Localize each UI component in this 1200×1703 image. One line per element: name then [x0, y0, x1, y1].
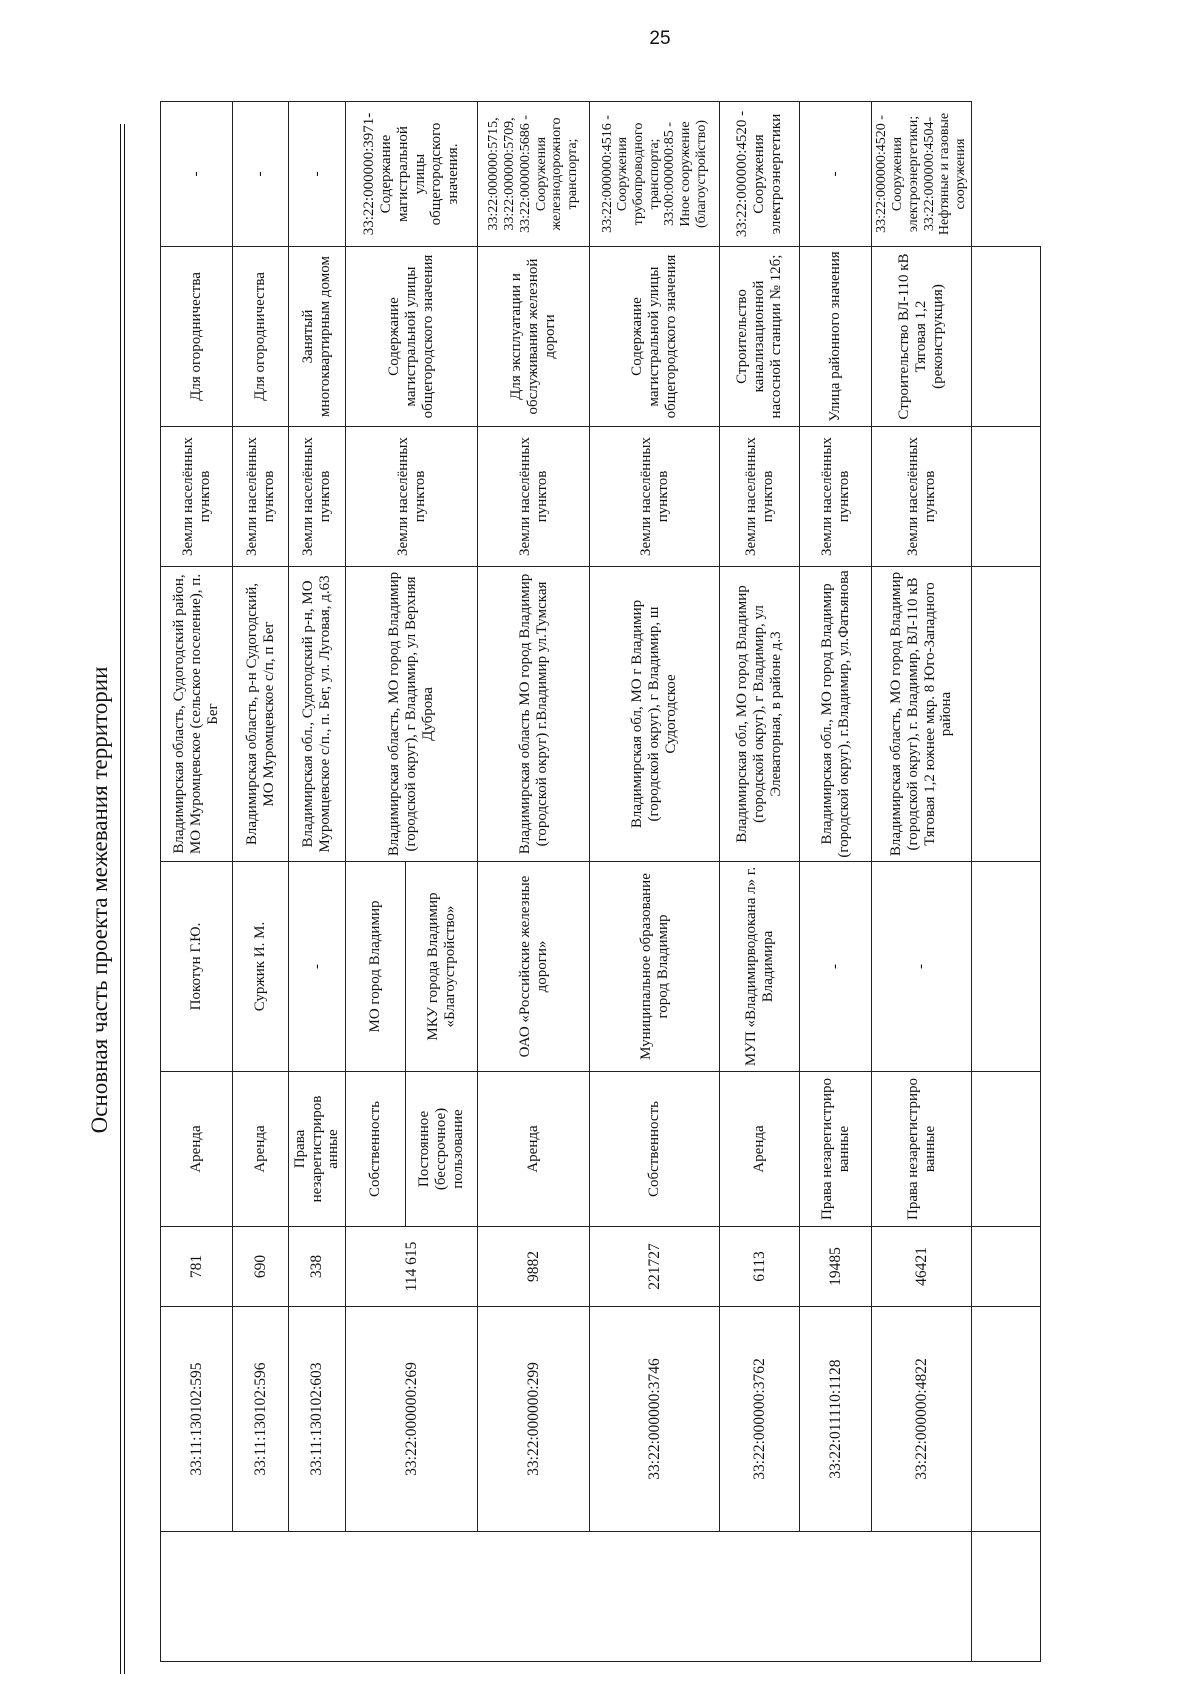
holder-cell: Покотун Г.Ю. [161, 862, 233, 1072]
land-category-cell: Земли населённых пунктов [872, 427, 972, 567]
holder-cell: МУП «Владимирводокана л» г. Владимира [720, 862, 800, 1072]
land-category-cell: Земли населённых пунктов [346, 427, 478, 567]
empty-cell [972, 862, 1041, 1072]
empty-cell [972, 427, 1041, 567]
holder-cell: Муниципальное образование город Владимир [590, 862, 720, 1072]
holder-cell: - [872, 862, 972, 1072]
table-row [478, 102, 590, 1662]
cadastral-cell: 33:11:130102:603 [289, 1307, 346, 1532]
holder-cell: МО город Владимир [346, 862, 406, 1072]
empty-cell [972, 1227, 1041, 1307]
right-type-cell: Права незарегистриро ванные [872, 1072, 972, 1227]
structures-cell: 33:22:000000:4516 - Сооружения трубопроводного транспорта; 33:00:000000:85 - Иное сооружение (благоустройство) [590, 102, 720, 247]
page-title: Основная часть проекта межевания территории [87, 666, 112, 1134]
address-cell: Владимирская область МО город Владимир (городской округ) г.Владимир ул.Тумская [478, 567, 590, 862]
address-cell: Владимирская область, р-н Судогодский, МО Муромцевское с/п, п Бег [233, 567, 289, 862]
area-cell: 221727 [590, 1227, 720, 1307]
empty-cell [972, 1532, 1041, 1662]
cadastral-cell: 33:22:000000:4822 [872, 1307, 972, 1532]
right-type-cell: Аренда [720, 1072, 800, 1227]
cadastral-cell: 33:22:000000:3762 [720, 1307, 800, 1532]
address-cell: Владимирская обл., Судогодский р-н, МО Муромцевское с/п., п. Бег, ул. Луговая, д.63 [289, 567, 346, 862]
table-row [720, 102, 800, 1662]
right-type-cell: Собственность [346, 1072, 406, 1227]
structures-cell: 33:22:000000:3971- Содержание магистральной улицы общегородского значения. [346, 102, 478, 247]
structures-cell: - [233, 102, 289, 247]
right-type-cell: Постоянное (бессрочное) пользование [406, 1072, 478, 1227]
cadastral-cell: 33:11:130102:596 [233, 1307, 289, 1532]
permitted-use-cell: Для эксплуатации и обслуживания железной дороги [478, 247, 590, 427]
table-row [346, 102, 406, 1662]
cadastral-cell: 33:22:011110:1128 [800, 1307, 872, 1532]
parcels-table [160, 101, 1041, 1662]
area-cell: 19485 [800, 1227, 872, 1307]
table-row [233, 102, 289, 1662]
holder-cell: Суржик И. М. [233, 862, 289, 1072]
area-cell: 9882 [478, 1227, 590, 1307]
right-type-cell: Аренда [161, 1072, 233, 1227]
address-cell: Владимирская обл, МО город Владимир (городской округ), г Владимир, ул Элеваторная, в районе д.3 [720, 567, 800, 862]
address-cell: Владимирская область, Судогодский район, МО Муромцевское (сельское поселение), п. Бег [161, 567, 233, 862]
right-type-cell: Собственность [590, 1072, 720, 1227]
holder-cell: ОАО «Российские железные дороги» [478, 862, 590, 1072]
permitted-use-cell: Занятый многоквартирным домом [289, 247, 346, 427]
right-type-cell: Права незарегистриро ванные [800, 1072, 872, 1227]
land-category-cell: Земли населённых пунктов [590, 427, 720, 567]
right-type-cell: Права незарегистриров анные [289, 1072, 346, 1227]
structures-cell: - [161, 102, 233, 247]
land-category-cell: Земли населённых пунктов [720, 427, 800, 567]
permitted-use-cell: Для огородничества [161, 247, 233, 427]
page-number: 25 [649, 28, 671, 49]
permitted-use-cell: Улица районного значения [800, 247, 872, 427]
structures-cell: 33:22:000000:5715, 33:22:000000:5709, 33:22:000000:5686 - Сооружения железнодорожного транспорта; [478, 102, 590, 247]
cadastral-cell: 33:11:130102:595 [161, 1307, 233, 1532]
permitted-use-cell: Содержание магистральной улицы общегородского значения [346, 247, 478, 427]
table-row [872, 102, 972, 1662]
area-cell: 338 [289, 1227, 346, 1307]
address-cell: Владимирская область, МО город Владимир (городской округ), г. Владимир, ВЛ-110 кВ Тяговая 1,2 южнее мкр. 8 Юго-Западного района [872, 567, 972, 862]
permitted-use-cell: Содержание магистральной улицы общегородского значения [590, 247, 720, 427]
area-cell: 781 [161, 1227, 233, 1307]
table-row [972, 102, 1041, 1662]
right-type-cell: Аренда [233, 1072, 289, 1227]
land-category-cell: Земли населённых пунктов [289, 427, 346, 567]
address-cell: Владимирская обл., МО город Владимир (городской округ), г.Владимир, ул.Фатьянова [800, 567, 872, 862]
empty-cell [972, 1072, 1041, 1227]
cadastral-cell: 33:22:000000:299 [478, 1307, 590, 1532]
holder-cell: МКУ города Владимир «Благоустройство» [406, 862, 478, 1072]
holder-cell: - [800, 862, 872, 1072]
empty-cell [972, 567, 1041, 862]
area-cell: 690 [233, 1227, 289, 1307]
double-rule [120, 124, 125, 1674]
area-cell: 46421 [872, 1227, 972, 1307]
land-category-cell: Земли населённых пунктов [800, 427, 872, 567]
table-row [800, 102, 872, 1662]
cadastral-cell: 33:22:000000:269 [346, 1307, 478, 1532]
address-cell: Владимирская обл, МО г Владимир (городской округ), г Владимир, ш Судогодское [590, 567, 720, 862]
table-row [161, 102, 233, 1662]
holder-cell: - [289, 862, 346, 1072]
structures-cell: 33:22:000000:4520 - Сооружения электроэнергетики [720, 102, 800, 247]
table-row [590, 102, 720, 1662]
structures-cell: 33:22:000000:4520 - Сооружения электроэнергетики; 33:22:000000:4504- Нефтяные и газовые сооружения [872, 102, 972, 247]
structures-cell: - [800, 102, 872, 247]
address-cell: Владимирская область, МО город Владимир (городской округ), г Владимир, ул Верхняя Дуброва [346, 567, 478, 862]
land-category-cell: Земли населённых пунктов [478, 427, 590, 567]
area-cell: 114 615 [346, 1227, 478, 1307]
permitted-use-cell: Строительство ВЛ-110 кВ Тяговая 1,2 (реконструкция) [872, 247, 972, 427]
permitted-use-cell: Для огородничества [233, 247, 289, 427]
table-row [289, 102, 346, 1662]
parcels-table-container [160, 102, 1040, 1662]
permitted-use-cell: Строительство канализационной насосной станции № 12б; [720, 247, 800, 427]
land-category-cell: Земли населённых пунктов [233, 427, 289, 567]
area-cell: 6113 [720, 1227, 800, 1307]
right-type-cell: Аренда [478, 1072, 590, 1227]
empty-cell [972, 247, 1041, 427]
structures-cell: - [289, 102, 346, 247]
empty-cell [972, 1307, 1041, 1532]
land-category-cell: Земли населённых пунктов [161, 427, 233, 567]
cadastral-cell: 33:22:000000:3746 [590, 1307, 720, 1532]
index-column-cell [161, 1532, 972, 1662]
